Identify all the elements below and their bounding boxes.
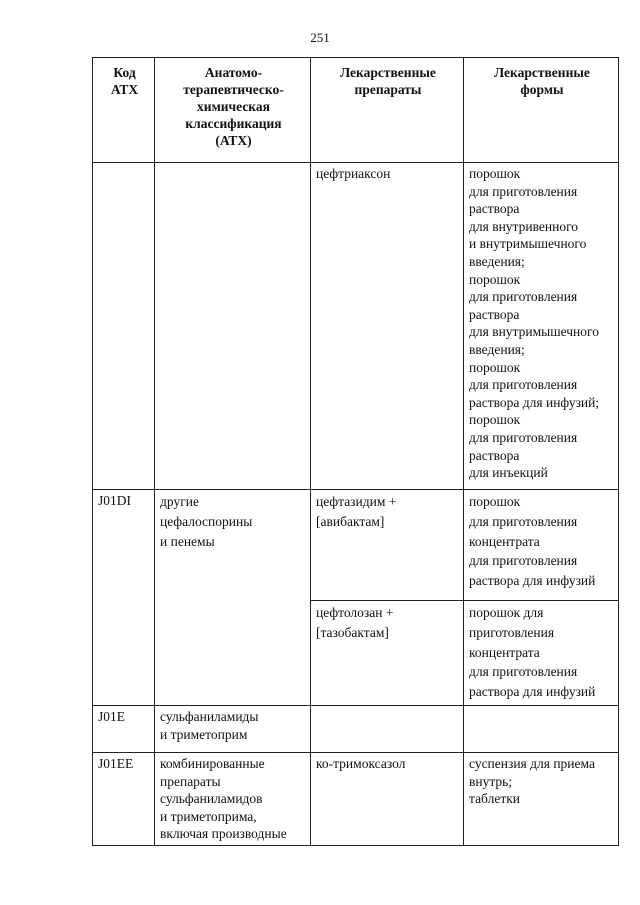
cell-code: J01DI bbox=[93, 490, 155, 706]
header-text: АТХ bbox=[110, 82, 139, 97]
classification-line: и триметоприма, bbox=[160, 808, 257, 824]
form-line: порошок bbox=[469, 271, 521, 287]
page-number: 251 bbox=[310, 30, 330, 45]
classification-line: сульфаниламидов bbox=[160, 791, 263, 807]
cell-forms bbox=[464, 706, 619, 753]
classification-line: и пенемы bbox=[160, 533, 215, 549]
form-line: концентрата bbox=[469, 533, 540, 549]
classification-line: препараты bbox=[160, 773, 221, 789]
form-line: раствора bbox=[469, 201, 520, 217]
form-line: для приготовления bbox=[469, 377, 578, 393]
drug-line: цефтазидим + bbox=[316, 494, 397, 509]
drug-line: цефтриаксон bbox=[316, 166, 391, 181]
form-line: для внутримышечного bbox=[469, 324, 599, 340]
header-text: Анатомо- bbox=[204, 65, 263, 80]
form-line: внутрь; bbox=[469, 773, 513, 789]
header-classification bbox=[155, 58, 311, 163]
form-line: таблетки bbox=[469, 791, 521, 807]
header-text: Код bbox=[113, 65, 136, 80]
classification-line: другие bbox=[160, 494, 199, 509]
form-line: для внутривенного bbox=[469, 218, 579, 234]
classification-line: цефалоспорины bbox=[160, 513, 253, 529]
form-line: введения; bbox=[469, 341, 525, 357]
cell-classification bbox=[155, 753, 311, 846]
table-row bbox=[93, 163, 619, 490]
classification-line: включая производные bbox=[160, 826, 287, 842]
table-header-row bbox=[93, 58, 619, 163]
form-line: и внутримышечного bbox=[469, 236, 587, 252]
form-line: порошок bbox=[469, 359, 521, 375]
form-line: раствора bbox=[469, 306, 520, 322]
form-line: для приготовления bbox=[469, 183, 578, 199]
drug-line: ко-тримоксазол bbox=[316, 756, 406, 771]
table-row bbox=[93, 490, 619, 601]
cell-code: J01E bbox=[93, 706, 155, 753]
cell-code: J01EE bbox=[93, 753, 155, 846]
form-line: порошок bbox=[469, 412, 521, 428]
cell-drug bbox=[311, 490, 464, 601]
table-row bbox=[93, 706, 619, 753]
header-text: классификация bbox=[185, 116, 282, 131]
form-line: раствора для инфузий bbox=[469, 684, 596, 700]
form-line: для приготовления bbox=[469, 513, 578, 529]
drug-line: [тазобактам] bbox=[316, 624, 389, 640]
form-line: приготовления bbox=[469, 624, 555, 640]
header-text: Лекарственные bbox=[340, 65, 436, 80]
cell-drug bbox=[311, 706, 464, 753]
header-drugs bbox=[311, 58, 464, 163]
form-line: введения; bbox=[469, 253, 525, 269]
form-line: раствора для инфузий; bbox=[469, 394, 600, 410]
form-line: для приготовления bbox=[469, 553, 578, 569]
header-text: формы bbox=[520, 82, 564, 97]
table-row bbox=[93, 753, 619, 846]
cell-forms bbox=[464, 601, 619, 706]
form-line: суспензия для приема bbox=[469, 756, 595, 771]
classification-line: комбинированные bbox=[160, 756, 265, 771]
header-text: (АТХ) bbox=[215, 133, 252, 148]
cell-classification bbox=[155, 490, 311, 706]
cell-classification bbox=[155, 163, 311, 490]
cell-drug bbox=[311, 601, 464, 706]
header-text: Лекарственные bbox=[494, 65, 590, 80]
cell-drug bbox=[311, 163, 464, 490]
classification-line: сульфаниламиды bbox=[160, 709, 259, 724]
form-line: порошок bbox=[469, 494, 521, 509]
form-line: для инъекций bbox=[469, 465, 548, 481]
cell-code bbox=[93, 163, 155, 490]
header-text: терапевтическо- bbox=[183, 82, 284, 97]
drug-line: цефтолозан + bbox=[316, 605, 394, 620]
cell-forms bbox=[464, 163, 619, 490]
form-line: порошок для bbox=[469, 605, 544, 620]
cell-classification bbox=[155, 706, 311, 753]
header-text: химическая bbox=[197, 99, 270, 114]
cell-drug bbox=[311, 753, 464, 846]
form-line: раствора для инфузий bbox=[469, 573, 596, 589]
form-line: порошок bbox=[469, 166, 521, 181]
drug-line: [авибактам] bbox=[316, 513, 385, 529]
header-text: препараты bbox=[354, 82, 422, 97]
header-forms bbox=[464, 58, 619, 163]
cell-forms bbox=[464, 490, 619, 601]
atx-table bbox=[92, 57, 619, 846]
form-line: концентрата bbox=[469, 644, 540, 660]
classification-line: и триметоприм bbox=[160, 726, 248, 742]
form-line: для приготовления bbox=[469, 289, 578, 305]
header-code bbox=[93, 58, 155, 163]
form-line: для приготовления bbox=[469, 664, 578, 680]
cell-forms bbox=[464, 753, 619, 846]
form-line: раствора bbox=[469, 447, 520, 463]
form-line: для приготовления bbox=[469, 429, 578, 445]
